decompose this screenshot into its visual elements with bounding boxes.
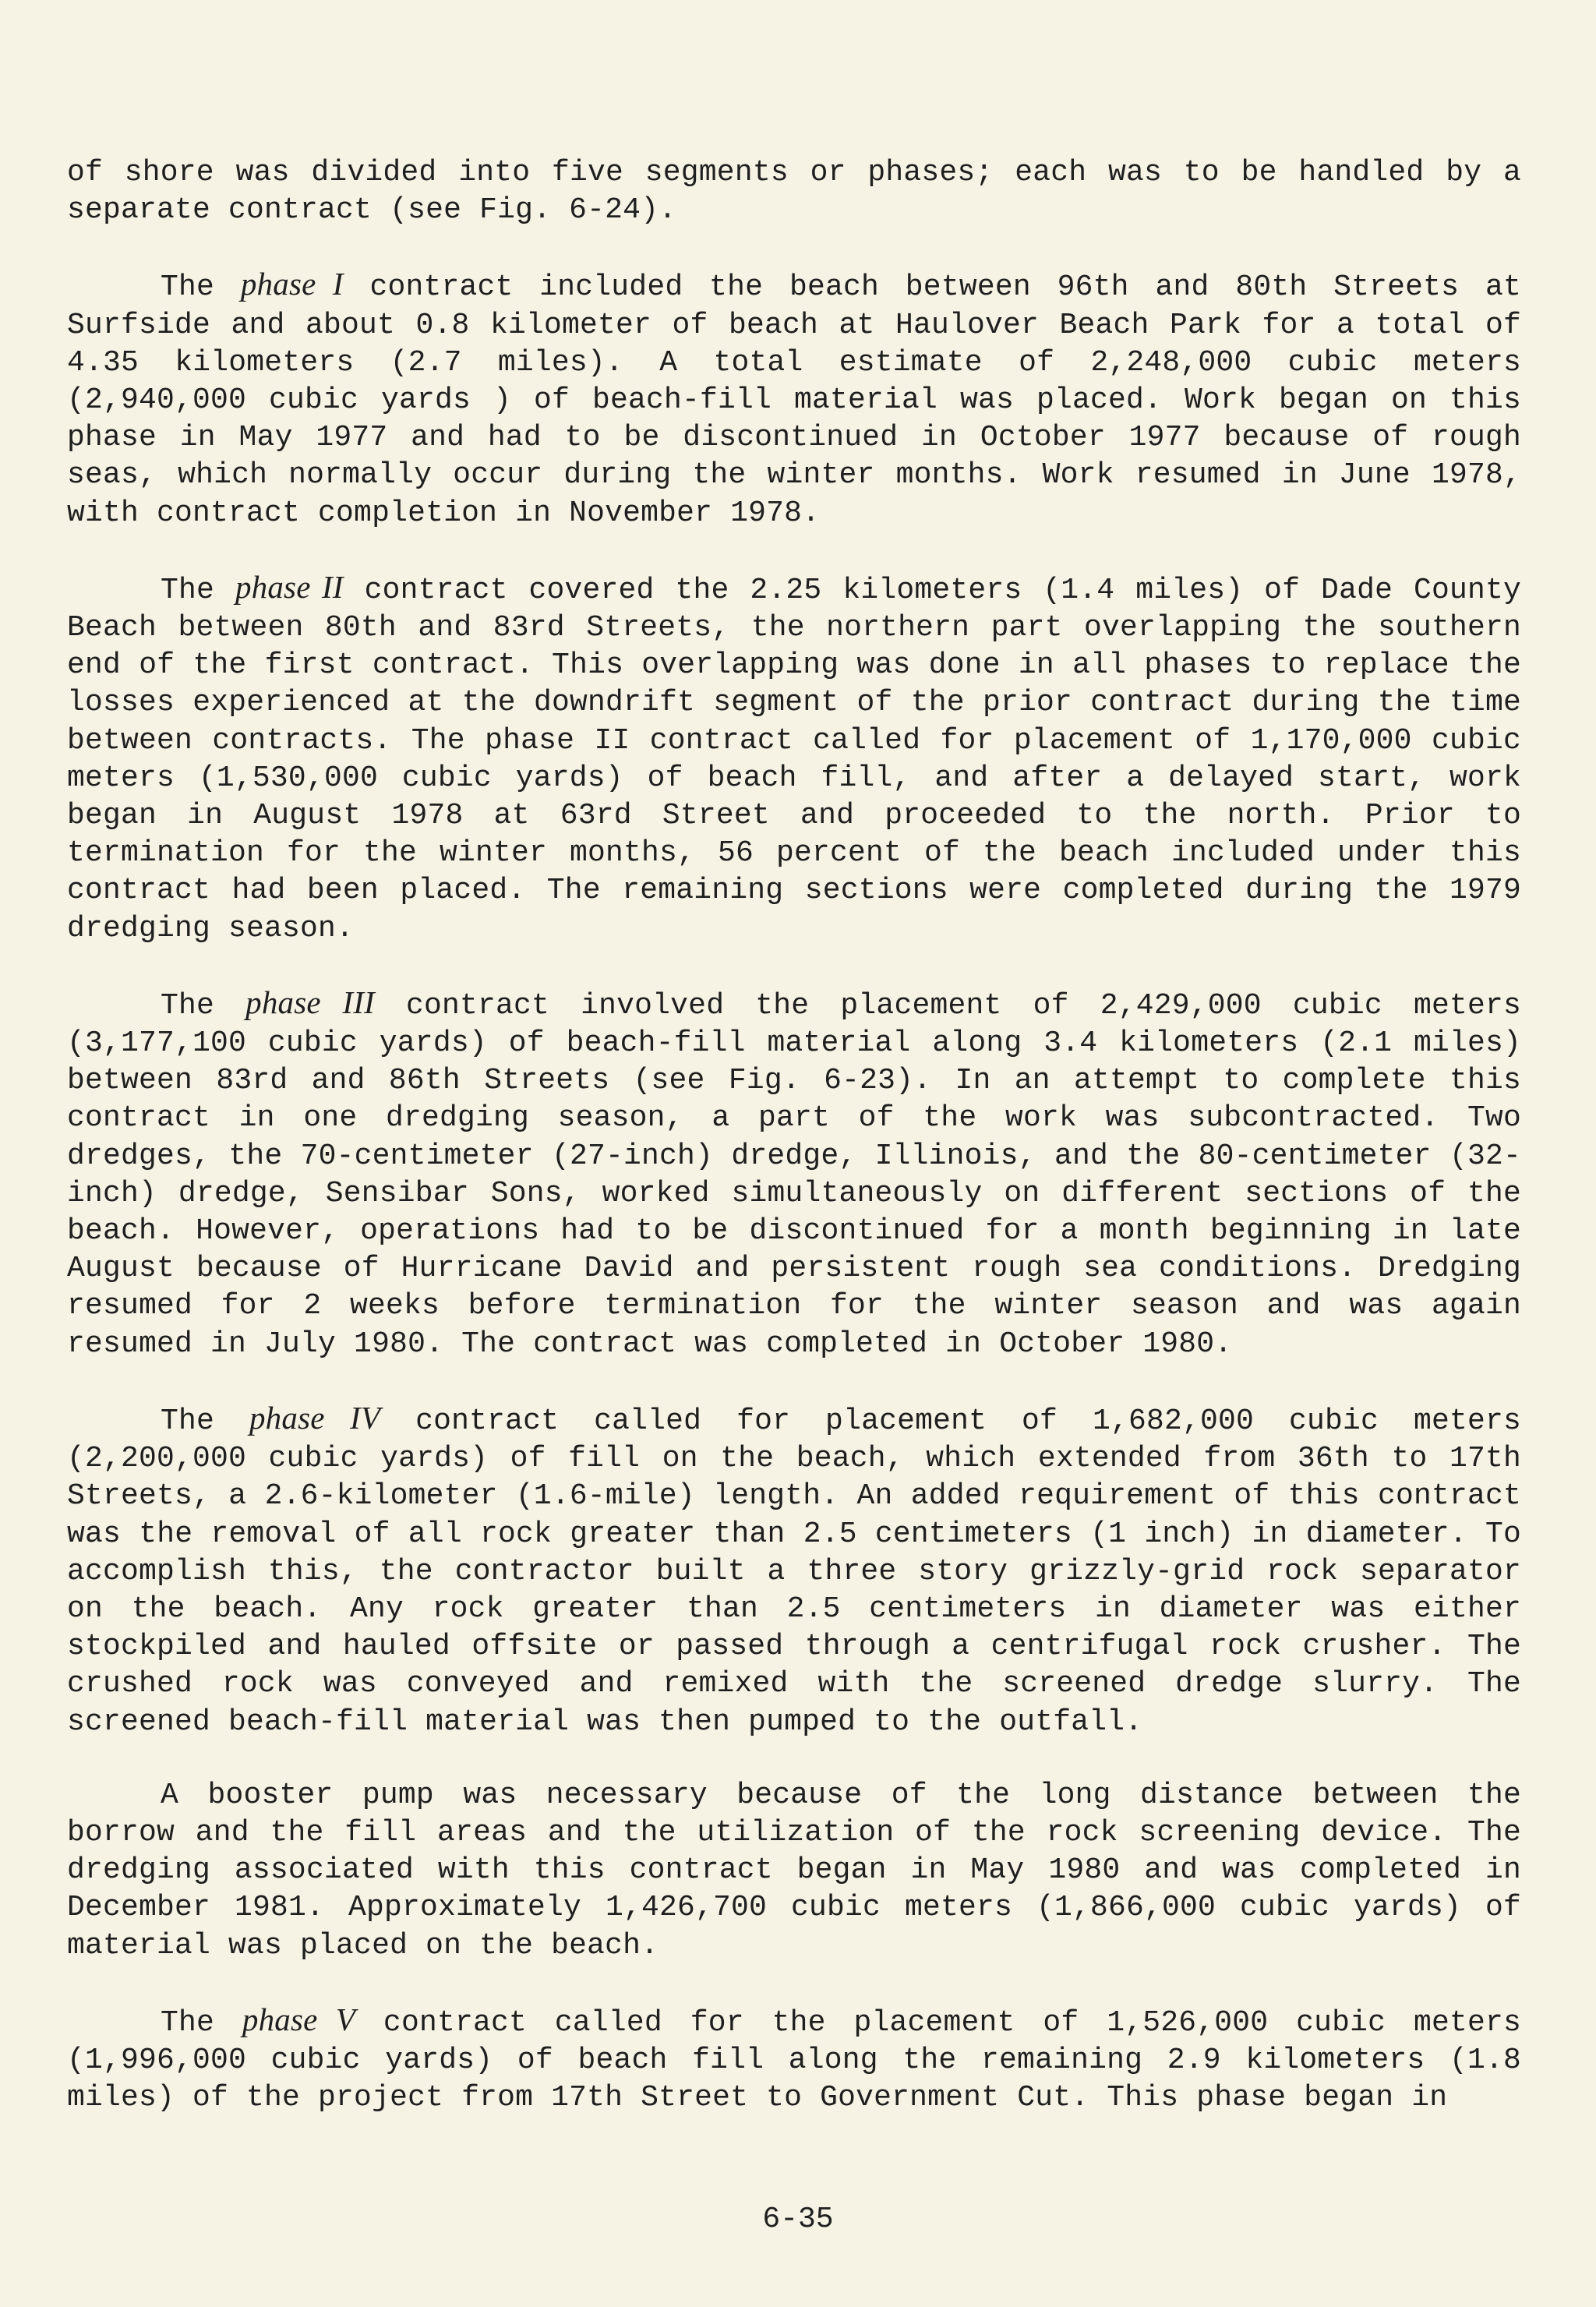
paragraph-text: The xyxy=(161,573,235,607)
phase-label: phase V xyxy=(242,2001,356,2037)
phase-label: phase II xyxy=(235,568,344,605)
paragraph-phase-iii xyxy=(67,984,1521,1363)
paragraph-text: The xyxy=(161,988,246,1023)
paragraph-intro xyxy=(67,154,1521,229)
paragraph-text: The xyxy=(161,2005,242,2040)
paragraph-text: The xyxy=(161,270,241,305)
paragraph-text: contract called for placement of 1,682,000 cubic meters (2,200,000 cubic yards) of fill on the beach, which extended from 36th to 17th Streets, a 2.6-kilometer (1.6-mile) length. An added requirement of this contract was the removal of all rock greater than 2.5 centimeters (1 inch) in diameter. To accomplish this, the contractor built a three story grizzly-grid rock separator on the beach. Any rock greater than 2.5 centimeters in diameter was either stockpiled and hauled offsite or passed through a centrifugal rock crusher. The crushed rock was conveyed and remixed with the screened dredge slurry. The screened beach-fill material was then pumped to the outfall. xyxy=(67,1404,1522,1739)
paragraph-phase-v xyxy=(67,2001,1521,2118)
paragraph-text: of shore was divided into five segments or phases; each was to be handled by a separate contract (see Fig. 6-24). xyxy=(67,156,1521,228)
paragraph-phase-ii xyxy=(67,568,1521,948)
paragraph-text: contract included the beach between 96th and 80th Streets at Surfside and about 0.8 kilometer of beach at Haulover Beach Park for a total of 4.35 kilometers (2.7 miles). A total estimate of 2,248,000 cubic meters (2,940,000 cubic yards ) of beach-fill material was placed. Work began on this phase in May 1977 and had to be discontinued in October 1977 because of rough seas, which normally occur during the winter months. Work resumed in June 1978, with contract completion in November 1978. xyxy=(67,270,1522,530)
paragraph-phase-i xyxy=(67,265,1521,532)
phase-label: phase IV xyxy=(249,1399,381,1436)
document-body xyxy=(67,154,1521,2153)
paragraph-text: contract called for the placement of 1,526,000 cubic meters (1,996,000 cubic yards) of beach fill along the remaining 2.9 kilometers (1.8 miles) of the project from 17th Street to Government Cut. This phase began in xyxy=(67,2005,1521,2115)
paragraph-text: The xyxy=(161,1404,249,1438)
paragraph-phase-iv xyxy=(67,1399,1521,1741)
paragraph-text: contract covered the 2.25 kilometers (1.4 miles) of Dade County Beach between 80th and 83rd Streets, the northern part overlapping the southern end of the first contract. This overlapping was done in all phases to replace the losses experienced at the downdrift segment of the prior contract during the time between contracts. The phase II contract called for placement of 1,170,000 cubic meters (1,530,000 cubic yards) of beach fill, and after a delayed start, work began in August 1978 at 63rd Street and proceeded to the north. Prior to termination for the winter months, 56 percent of the beach included under this contract had been placed. The remaining sections were completed during the 1979 dredging season. xyxy=(67,573,1522,945)
phase-label: phase III xyxy=(245,984,375,1020)
paragraph-booster-pump xyxy=(67,1777,1521,1965)
paragraph-text: contract involved the placement of 2,429,000 cubic meters (3,177,100 cubic yards) of beach-fill material along 3.4 kilometers (2.1 miles) between 83rd and 86th Streets (see Fig. 6-23). In an attempt to complete this contract in one dredging season, a part of the work was subcontracted. Two dredges, the 70-centimeter (27-inch) dredge, Illinois, and the 80-centimeter (32-inch) dredge, Sensibar Sons, worked simultaneously on different sections of the beach. However, operations had to be discontinued for a month beginning in late August because of Hurricane David and persistent rough sea conditions. Dredging resumed for 2 weeks before termination for the winter season and was again resumed in July 1980. The contract was completed in October 1980. xyxy=(67,988,1521,1361)
phase-label: phase I xyxy=(240,266,344,302)
page-number: 6-35 xyxy=(762,2203,834,2236)
paragraph-text: A booster pump was necessary because of the long distance between the borrow and the fill areas and the utilization of the rock screening device. The dredging associated with this contract began in May 1980 and was completed in December 1981. Approximately 1,426,700 cubic meters (1,866,000 cubic yards) of material was placed on the beach. xyxy=(67,1778,1521,1963)
